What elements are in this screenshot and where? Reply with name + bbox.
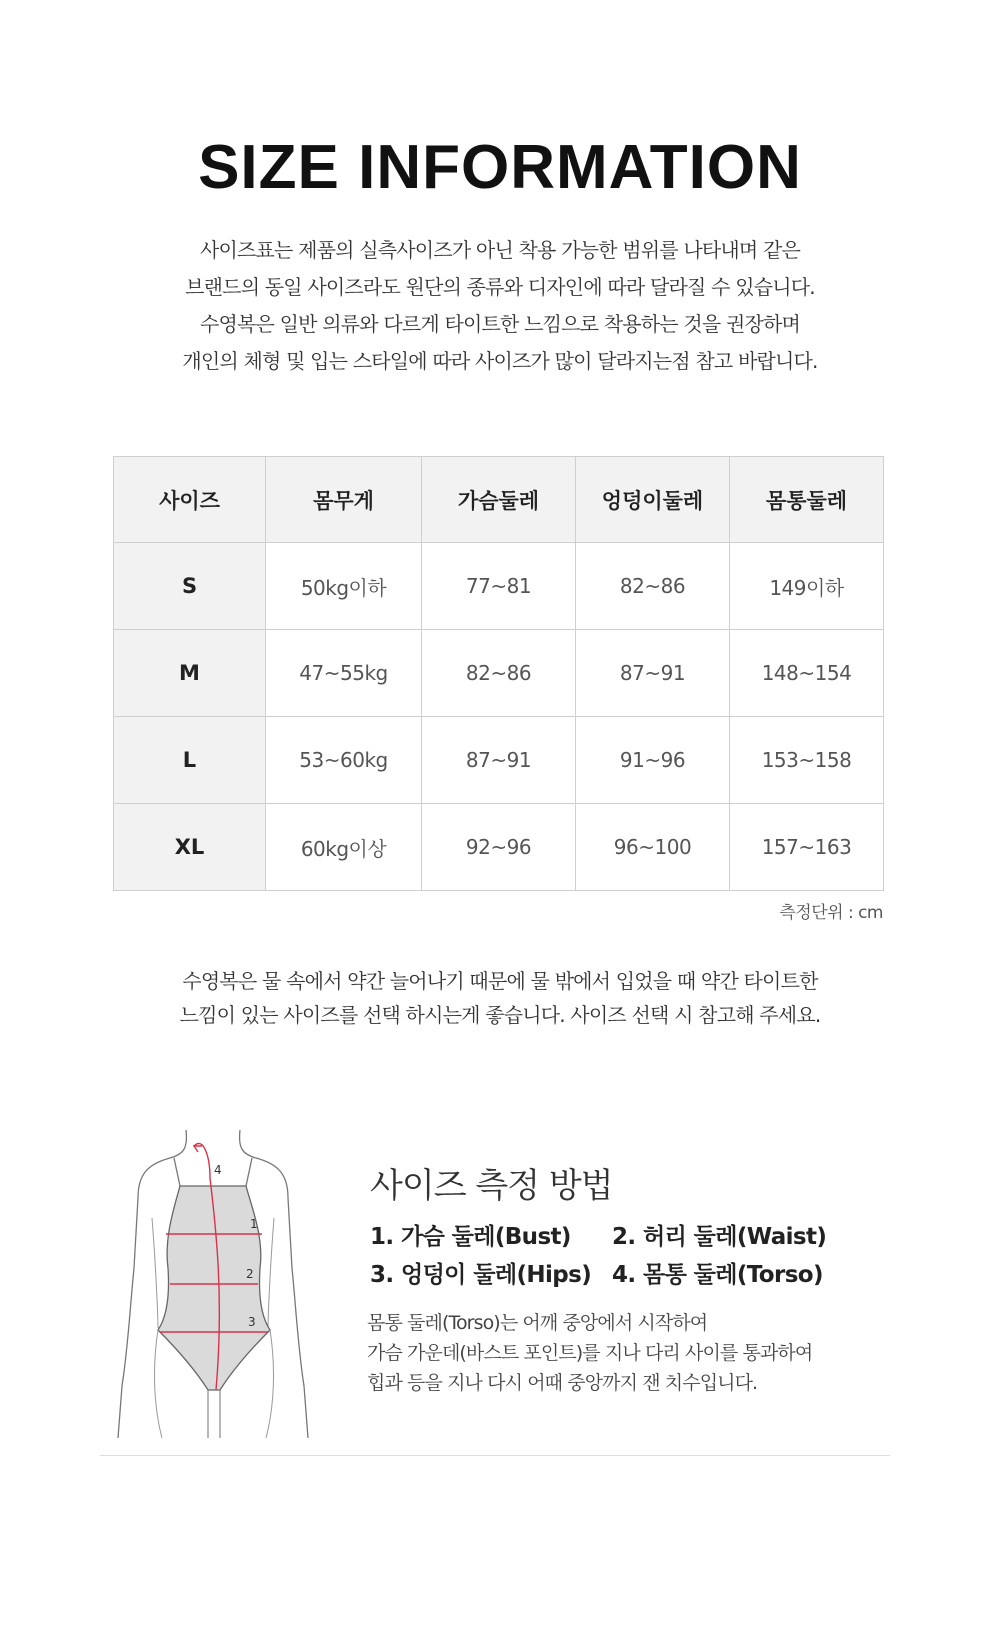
figure-label-1: 1 (250, 1217, 258, 1231)
measure-item-torso: 4. 몸통 둘레(Torso) (612, 1262, 823, 1288)
desc-line: 힙과 등을 지나 다시 어때 중앙까지 잰 치수입니다. (367, 1372, 758, 1394)
table-cell: 92~96 (422, 804, 576, 891)
intro-line: 수영복은 일반 의류와 다르게 타이트한 느낌으로 착용하는 것을 권장하며 (199, 312, 801, 336)
table-cell: 53~60kg (266, 717, 422, 804)
size-label: L (114, 717, 266, 804)
header-weight: 몸무게 (266, 457, 422, 543)
table-row (114, 543, 884, 630)
measure-item-waist: 2. 허리 둘레(Waist) (612, 1224, 827, 1250)
fit-note (0, 964, 1000, 1032)
header-bust: 가슴둘레 (422, 457, 576, 543)
intro-line: 사이즈표는 제품의 실측사이즈가 아닌 착용 가능한 범위를 나타내며 같은 (199, 238, 801, 262)
torso-description (367, 1308, 812, 1398)
figure-label-3: 3 (248, 1315, 256, 1329)
table-header-row (114, 457, 884, 543)
measure-title: 사이즈 측정 방법 (370, 1166, 613, 1206)
figure-label-4: 4 (214, 1163, 222, 1177)
measurement-unit: 측정단위 : cm (779, 903, 883, 923)
measure-item-bust: 1. 가슴 둘레(Bust) (370, 1224, 571, 1250)
table-cell: 60kg이상 (266, 804, 422, 891)
intro-text (0, 232, 1000, 380)
note-line: 느낌이 있는 사이즈를 선택 하시는게 좋습니다. 사이즈 선택 시 참고해 주세요. (179, 1003, 821, 1027)
size-label: M (114, 630, 266, 717)
header-hips: 엉덩이둘레 (576, 457, 730, 543)
page-title: SIZE INFORMATION (198, 133, 802, 202)
table-cell: 47~55kg (266, 630, 422, 717)
table-cell: 87~91 (576, 630, 730, 717)
intro-line: 개인의 체형 및 입는 스타일에 따라 사이즈가 많이 달라지는점 참고 바랍니다. (182, 349, 818, 373)
table-cell: 157~163 (730, 804, 884, 891)
desc-line: 몸통 둘레(Torso)는 어깨 중앙에서 시작하여 (367, 1312, 708, 1334)
table-row (114, 717, 884, 804)
table-cell: 82~86 (576, 543, 730, 630)
measure-item-hips: 3. 엉덩이 둘레(Hips) (370, 1262, 592, 1288)
body-measurement-figure (112, 1118, 332, 1438)
figure-label-2: 2 (246, 1267, 254, 1281)
size-label: S (114, 543, 266, 630)
note-line: 수영복은 물 속에서 약간 늘어나기 때문에 물 밖에서 입었을 때 약간 타이트한 (182, 969, 818, 993)
intro-line: 브랜드의 동일 사이즈라도 원단의 종류와 디자인에 따라 달라질 수 있습니다. (185, 275, 815, 299)
table-row (114, 630, 884, 717)
table-cell: 91~96 (576, 717, 730, 804)
divider (100, 1455, 890, 1456)
size-table (113, 456, 884, 891)
table-row (114, 804, 884, 891)
table-cell: 148~154 (730, 630, 884, 717)
header-size: 사이즈 (114, 457, 266, 543)
header-torso: 몸통둘레 (730, 457, 884, 543)
table-cell: 149이하 (730, 543, 884, 630)
size-label: XL (114, 804, 266, 891)
table-cell: 96~100 (576, 804, 730, 891)
table-cell: 77~81 (422, 543, 576, 630)
table-cell: 87~91 (422, 717, 576, 804)
table-cell: 50kg이하 (266, 543, 422, 630)
desc-line: 가슴 가운데(바스트 포인트)를 지나 다리 사이를 통과하여 (367, 1342, 813, 1364)
table-cell: 153~158 (730, 717, 884, 804)
table-cell: 82~86 (422, 630, 576, 717)
